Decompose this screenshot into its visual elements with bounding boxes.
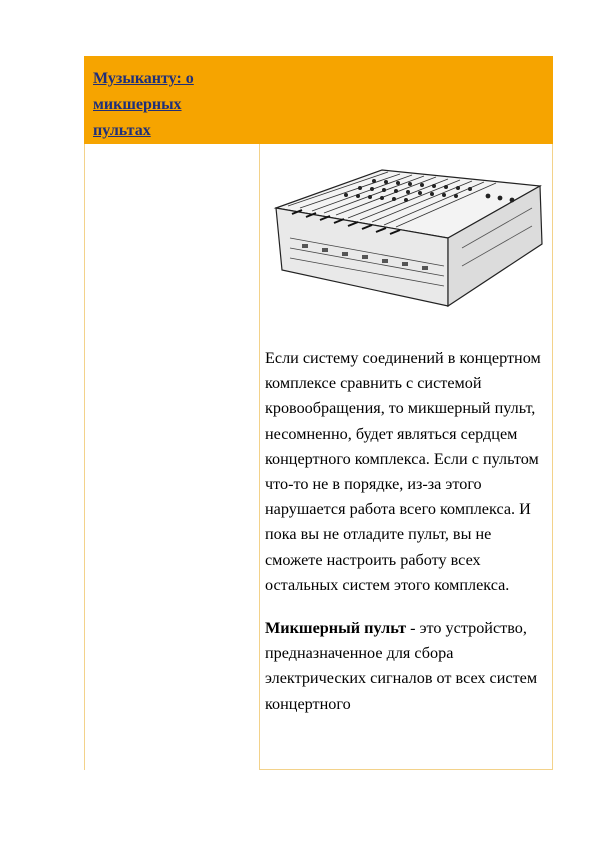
article-text xyxy=(265,346,551,717)
title-line-2: микшерных xyxy=(93,96,182,113)
intro-paragraph: Если систему соединений в концертном комплексе сравнить с системой кровообращения, то микшерный пульт, несомненно, будет являться сердцем концертного комплекса. Если с пультом что-то не в порядке, из-за этого нарушается работа всего комплекса. И пока вы не отладите пульт, вы не сможете настроить работу всех остальных систем этого комплекса. xyxy=(265,349,541,594)
header-bar xyxy=(84,56,553,144)
definition-paragraph xyxy=(265,616,551,717)
content-column xyxy=(259,144,553,770)
definition-text: - это устройство, предназначенное для сбора электрических сигналов от всех систем концертного xyxy=(265,619,538,713)
title-line-3: пультах xyxy=(93,122,151,139)
audio-mixer-illustration xyxy=(262,148,550,328)
term-bold: Микшерный пульт xyxy=(265,619,407,638)
left-column-rule xyxy=(84,144,85,770)
paragraph-gap xyxy=(265,598,551,616)
page-title[interactable] xyxy=(93,66,243,144)
title-line-1: Музыканту: о xyxy=(93,70,194,87)
